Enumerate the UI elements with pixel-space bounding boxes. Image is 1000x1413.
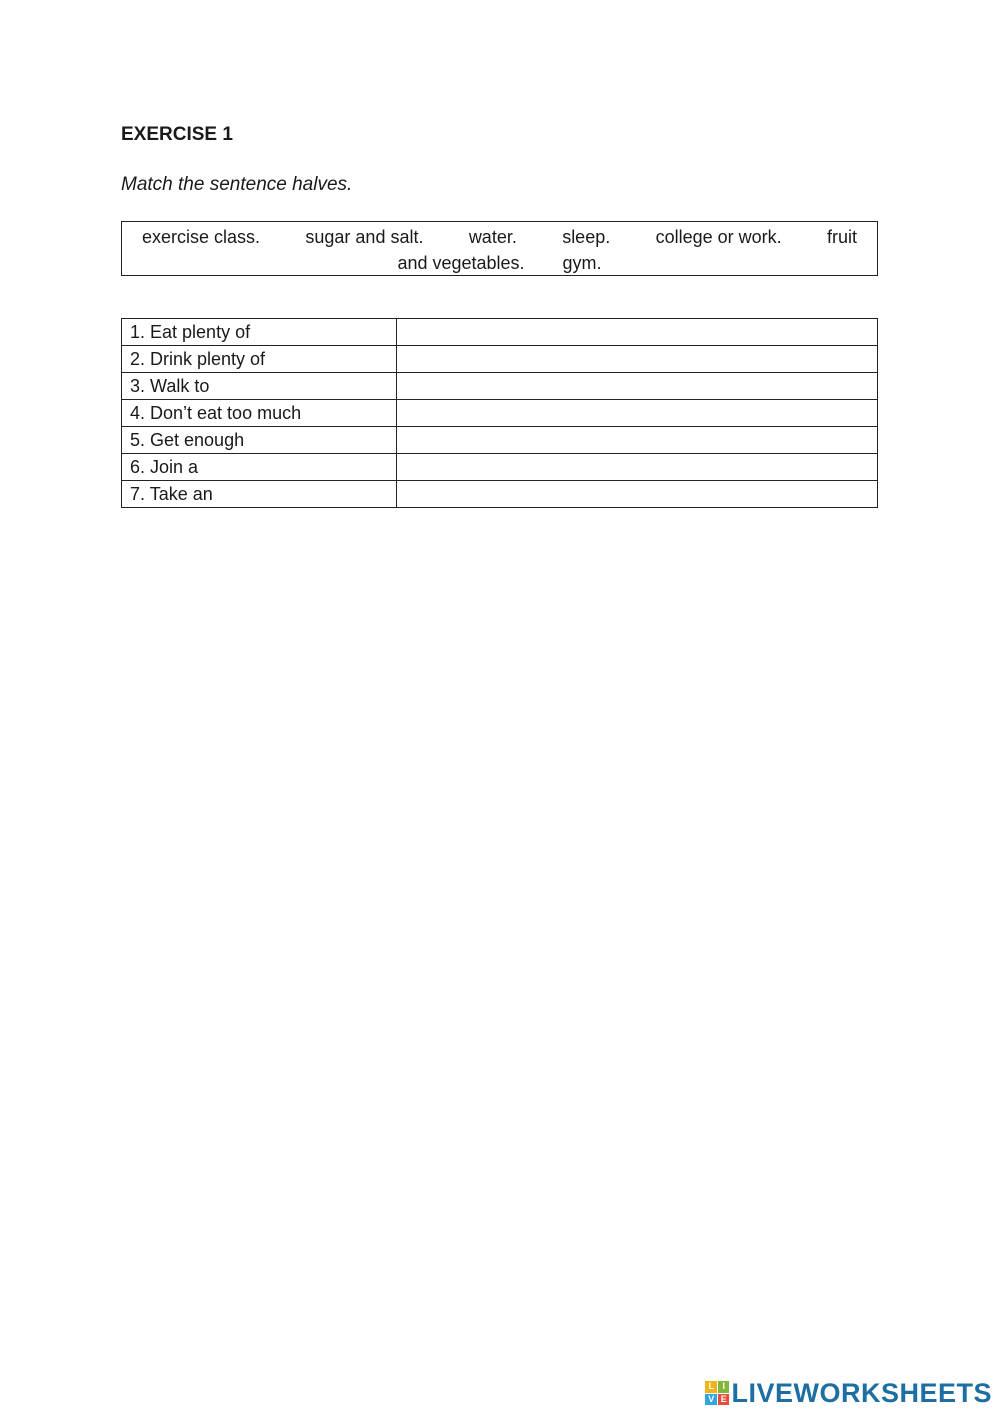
word-bank-item: and vegetables. — [397, 253, 525, 273]
table-row — [122, 400, 878, 427]
word-bank-item: water. — [468, 227, 517, 247]
table-row — [122, 454, 878, 481]
answer-cell[interactable] — [397, 346, 878, 373]
sentence-start: 7. Take an — [122, 481, 397, 508]
liveworksheets-logo[interactable] — [705, 1377, 992, 1409]
word-bank-item: exercise class. — [142, 227, 261, 247]
instruction-text: Match the sentence halves. — [121, 174, 353, 195]
table-row — [122, 427, 878, 454]
sentence-start: 3. Walk to — [122, 373, 397, 400]
sentence-start: 1. Eat plenty of — [122, 319, 397, 346]
sentence-start: 4. Don’t eat too much — [122, 400, 397, 427]
word-bank-item: gym. — [562, 253, 602, 273]
word-bank-item: sugar and salt. — [305, 227, 424, 247]
answer-cell[interactable] — [397, 427, 878, 454]
answer-cell[interactable] — [397, 454, 878, 481]
table-row — [122, 346, 878, 373]
logo-text: LIVEWORKSHEETS — [731, 1377, 992, 1408]
sentence-start: 5. Get enough — [122, 427, 397, 454]
table-row — [122, 319, 878, 346]
sentence-start: 2. Drink plenty of — [122, 346, 397, 373]
answer-cell[interactable] — [397, 373, 878, 400]
word-bank-line-1 — [142, 227, 857, 248]
answer-cell[interactable] — [397, 481, 878, 508]
sentence-start: 6. Join a — [122, 454, 397, 481]
answer-cell[interactable] — [397, 400, 878, 427]
word-bank-line-2 — [122, 253, 877, 274]
table-row — [122, 373, 878, 400]
table-row — [122, 481, 878, 508]
answer-cell[interactable] — [397, 319, 878, 346]
word-bank — [121, 221, 878, 276]
word-bank-item: sleep. — [562, 227, 611, 247]
match-table — [121, 318, 878, 508]
word-bank-item: fruit — [826, 227, 857, 247]
word-bank-item: college or work. — [655, 227, 782, 247]
exercise-title: EXERCISE 1 — [121, 124, 233, 145]
logo-mark-icon: L I V E — [705, 1381, 729, 1405]
